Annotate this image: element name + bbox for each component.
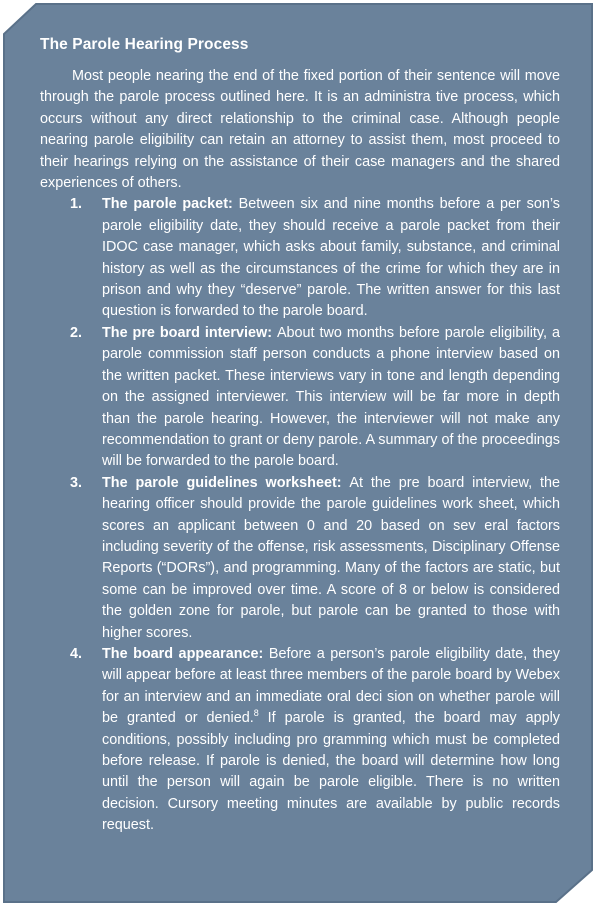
step-number: 2. [70, 324, 83, 341]
list-item [40, 473, 560, 644]
step-text: Before a person’s parole eligibility date, they will appear before at least three members of the parole board by Webex for an interview and an immediate oral deci sion on whether parole will be granted or denied. [102, 645, 561, 727]
list-item [40, 194, 560, 322]
step-text: Between six and nine months before a per son’s parole eligibility date, they should receive a parole packet from their IDOC case manager, which asks about family, substance, and criminal history as well as the circumstances of the crime for which they are in prison and why they “deserve” parole. The written answer for this last question is forwarded to the parole board. [102, 196, 560, 320]
step-number: 4. [70, 645, 83, 662]
step-heading: The pre board interview: [102, 324, 277, 341]
step-number: 1. [70, 196, 83, 213]
step-number: 3. [70, 474, 83, 491]
list-item [40, 323, 560, 473]
steps-list [40, 194, 560, 836]
step-heading: The board appearance: [102, 645, 269, 662]
step-heading: The parole guidelines worksheet: [102, 474, 350, 491]
step-text: About two months before parole eligibility, a parole commission staff person conducts a phone interview based on the written packet. These interviews vary in tone and length depending on the assigned interviewer. This interview will be far more in depth than the parole hearing. However, the interviewer will not make any recommendation to grant or deny parole. A summary of the proceedings will be forwarded to the parole board. [102, 324, 560, 470]
panel-content [40, 36, 560, 837]
intro-paragraph: Most people nearing the end of the fixed portion of their sentence will move through the parole process outlined here. It is an administra tive process, which occurs without any direct relationship to the criminal case. Although people nearing parole eligibility can retain an attorney to assist them, most proceed to their hearings relying on the assistance of their case managers and the shared experiences of others. [40, 68, 560, 192]
step-heading: The parole packet: [102, 196, 239, 213]
step-text: At the pre board interview, the hearing officer should provide the parole guidelines work sheet, which scores an applicant between 0 and 20 based on sev eral factors including severity of the offense, risk assessments, Disciplinary Offense Reports (“DORs”), and programming. Many of the factors are static, but some can be improved over time. A score of 8 or below is considered the golden zone for parole, but parole can be granted to those with higher scores. [102, 474, 560, 641]
list-item [40, 644, 560, 837]
panel-title: The Parole Hearing Process [40, 36, 249, 53]
footnote-reference[interactable]: 8 [253, 708, 259, 719]
step-text-continued: If parole is granted, the board may apply conditions, possibly including pro gramming which must be completed before release. If parole is denied, the board will determine how long until the person will again be parole eligible. There is no written decision. Cursory meeting minutes are available by public records request. [102, 710, 560, 834]
